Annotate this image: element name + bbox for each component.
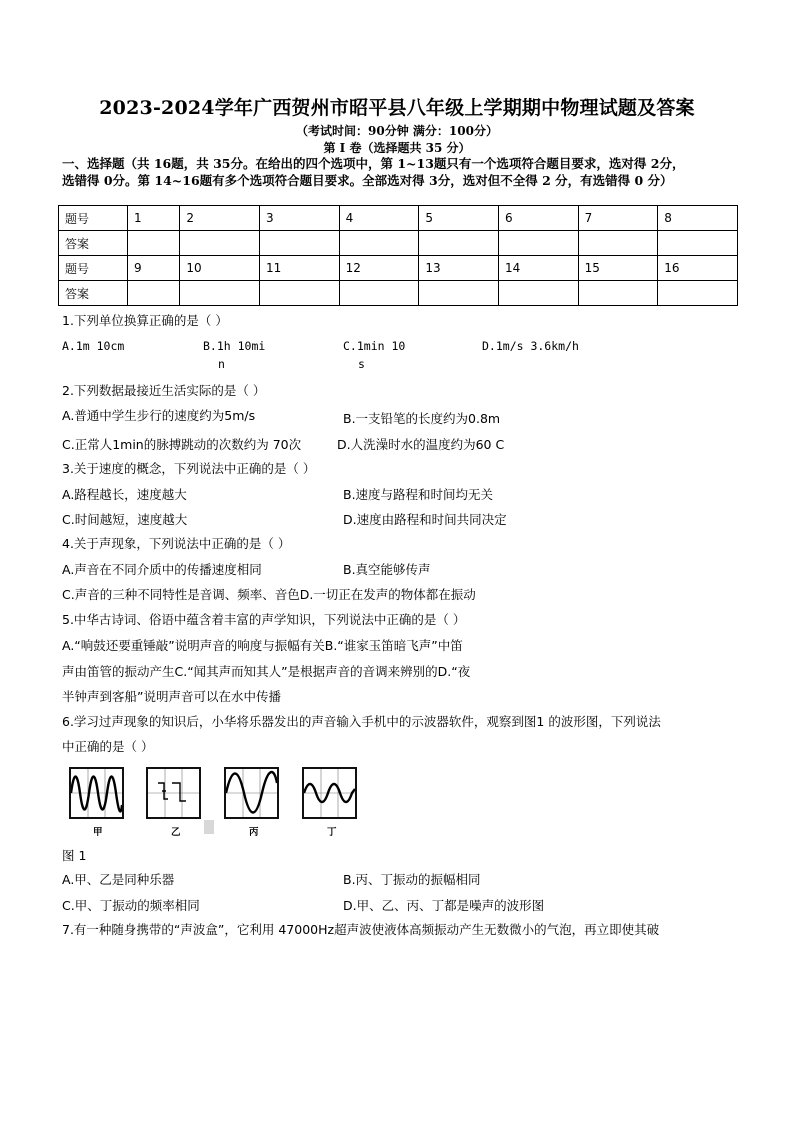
- question-number: 7: [578, 206, 658, 231]
- question-number: 13: [419, 256, 499, 281]
- answer-cell[interactable]: [128, 231, 180, 256]
- answer-cell[interactable]: [498, 281, 578, 306]
- table-row: [59, 231, 738, 256]
- question-5-stem: 5.中华古诗词、俗语中蕴含着丰富的声学知识，下列说法中正确的是（ ）: [62, 612, 466, 627]
- answer-cell[interactable]: [658, 281, 738, 306]
- answer-cell[interactable]: [128, 281, 180, 306]
- table-row: [59, 281, 738, 306]
- question-3-option-d: D.速度由路程和时间共同决定: [343, 512, 507, 527]
- question-7-stem: 7.有一种随身携带的“声波盒”，它利用 47000Hz超声波使液体高频振动产生无数微小的气泡，再立即使其破: [62, 922, 660, 937]
- question-1-option-a: A.1m 10cm: [62, 339, 125, 353]
- question-number: 2: [180, 206, 260, 231]
- answer-cell[interactable]: [339, 281, 419, 306]
- question-number: 5: [419, 206, 499, 231]
- question-2-option-c: C.正常人1min的脉搏跳动的次数约为 70次: [62, 437, 302, 452]
- question-6-stem-line-2: 中正确的是（ ）: [62, 739, 154, 754]
- scan-smudge: [204, 820, 214, 834]
- question-6-option-d: D.甲、乙、丙、丁都是噪声的波形图: [343, 898, 545, 913]
- row-label-answer: 答案: [59, 281, 128, 306]
- question-number: 3: [260, 206, 340, 231]
- question-3-option-c: C.时间越短，速度越大: [62, 512, 188, 527]
- question-5-line-1: A.“响鼓还要重锤敲”说明声音的响度与振幅有关B.“谁家玉笛暗飞声”中笛: [62, 638, 463, 653]
- question-4-option-b: B.真空能够传声: [343, 562, 431, 577]
- question-5-line-2: 声由笛管的振动产生C.“闻其声而知其人”是根据声音的音调来辨别的D.“夜: [62, 664, 471, 679]
- page-title: 2023-2024学年广西贺州市昭平县八年级上学期期中物理试题及答案: [99, 97, 695, 119]
- question-4-option-a: A.声音在不同介质中的传播速度相同: [62, 562, 262, 577]
- answer-table: [58, 205, 738, 306]
- question-6-option-a: A.甲、乙是同种乐器: [62, 872, 175, 887]
- table-row: [59, 256, 738, 281]
- question-number: 6: [498, 206, 578, 231]
- waveform-bing: [224, 767, 279, 819]
- question-4-stem: 4.关于声现象，下列说法中正确的是（ ）: [62, 536, 291, 551]
- question-3-stem: 3.关于速度的概念，下列说法中正确的是（ ）: [62, 461, 316, 476]
- table-row: [59, 206, 738, 231]
- question-6-stem-line-1: 6.学习过声现象的知识后，小华将乐器发出的声音输入手机中的示波器软件，观察到图1 的波形图，下列说法: [62, 714, 661, 729]
- question-3-option-a: A.路程越长，速度越大: [62, 487, 187, 502]
- waveform-label-ding: 丁: [327, 827, 337, 838]
- waveform-jia: [69, 767, 124, 819]
- answer-cell[interactable]: [180, 231, 260, 256]
- answer-cell[interactable]: [260, 231, 340, 256]
- question-6-option-b: B.丙、丁振动的振幅相同: [343, 872, 481, 887]
- waveform-yi: [146, 767, 201, 819]
- answer-cell[interactable]: [578, 231, 658, 256]
- figure-caption: 图 1: [62, 848, 87, 863]
- answer-cell[interactable]: [578, 281, 658, 306]
- question-number: 11: [260, 256, 340, 281]
- question-2-option-d: D.人洗澡时水的温度约为60 C: [337, 437, 505, 452]
- question-2-stem: 2.下列数据最接近生活实际的是（ ）: [62, 383, 266, 398]
- question-number: 10: [180, 256, 260, 281]
- row-label-answer: 答案: [59, 231, 128, 256]
- question-1-stem: 1.下列单位换算正确的是（ ）: [62, 313, 228, 328]
- answer-cell[interactable]: [419, 281, 499, 306]
- question-1-option-c-wrap: s: [358, 357, 365, 371]
- question-1-option-d: D.1m/s 3.6km/h: [482, 339, 579, 353]
- waveform-label-bing: 丙: [249, 827, 259, 838]
- row-label-number: 题号: [59, 256, 128, 281]
- section-instructions: [62, 155, 752, 189]
- question-number: 16: [658, 256, 738, 281]
- question-1-option-b-wrap: n: [218, 357, 225, 371]
- question-number: 9: [128, 256, 180, 281]
- question-1-option-b: B.1h 10mi: [203, 339, 266, 353]
- answer-cell[interactable]: [260, 281, 340, 306]
- answer-cell[interactable]: [498, 231, 578, 256]
- answer-cell[interactable]: [180, 281, 260, 306]
- answer-cell[interactable]: [658, 231, 738, 256]
- question-number: 14: [498, 256, 578, 281]
- answer-cell[interactable]: [419, 231, 499, 256]
- volume-title: 第 I 卷（选择题共 35 分）: [323, 141, 471, 155]
- question-4-option-cd: C.声音的三种不同特性是音调、频率、音色D.一切正在发声的物体都在振动: [62, 587, 476, 602]
- row-label-number: 题号: [59, 206, 128, 231]
- waveform-label-jia: 甲: [93, 827, 103, 838]
- question-2-option-b: B.一支铅笔的长度约为0.8m: [343, 411, 501, 426]
- question-5-line-3: 半钟声到客船”说明声音可以在水中传播: [62, 689, 281, 704]
- question-2-option-a: A.普通中学生步行的速度约为5m/s: [62, 408, 256, 423]
- waveform-ding: [302, 767, 357, 819]
- question-number: 15: [578, 256, 658, 281]
- question-number: 12: [339, 256, 419, 281]
- answer-cell[interactable]: [339, 231, 419, 256]
- question-number: 4: [339, 206, 419, 231]
- section-line-1: 一、选择题（共 16题，共 35分。在给出的四个选项中，第 1~13题只有一个选项符合题目要求，选对得 2分，: [62, 156, 685, 171]
- question-1-option-c: C.1min 10: [343, 339, 406, 353]
- question-number: 8: [658, 206, 738, 231]
- waveform-label-yi: 乙: [171, 827, 181, 838]
- exam-info: （考试时间：90分钟 满分：100分）: [296, 124, 498, 138]
- question-3-option-b: B.速度与路程和时间均无关: [343, 487, 494, 502]
- question-6-option-c: C.甲、丁振动的频率相同: [62, 898, 200, 913]
- question-number: 1: [128, 206, 180, 231]
- section-line-2: 选错得 0分。第 14~16题有多个选项符合题目要求。全部选对得 3分，选对但不全得 2 分，有选错得 0 分）: [62, 173, 673, 188]
